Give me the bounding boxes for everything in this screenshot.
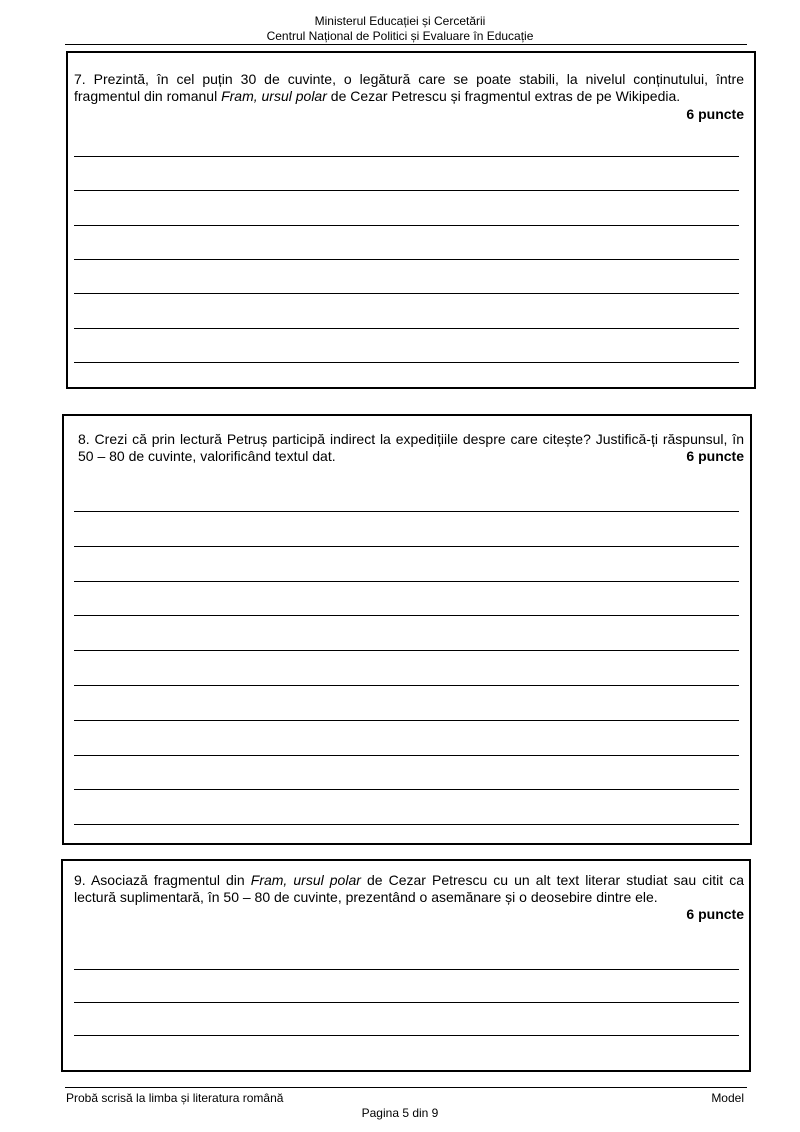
answer-line[interactable] (74, 720, 739, 721)
answer-line[interactable] (74, 546, 739, 547)
work-title: Fram, ursul polar (250, 872, 361, 888)
answer-line[interactable] (74, 225, 739, 226)
answer-line[interactable] (74, 824, 739, 825)
answer-line[interactable] (74, 650, 739, 651)
question-7-points: 6 puncte (686, 106, 744, 122)
answer-line[interactable] (74, 1002, 739, 1003)
footer-exam-title: Probă scrisă la limba și literatura română (66, 1091, 284, 1105)
question-text-part: de Cezar Petrescu cu un alt text literar studiat sau citit ca lectură suplimentară, în 50 – 80 de cuvinte, prezentând o asemănare și o deosebire dintre ele. (74, 872, 745, 905)
answer-line[interactable] (74, 362, 739, 363)
footer-model-label: Model (711, 1091, 744, 1105)
question-number: 7. (74, 71, 94, 87)
answer-line[interactable] (74, 581, 739, 582)
answer-line[interactable] (74, 190, 739, 191)
question-text-part: Asociază fragmentul din (90, 872, 251, 888)
ministry-name: Ministerul Educației și Cercetării (314, 14, 486, 28)
header-rule (65, 44, 747, 45)
page-header (0, 14, 800, 44)
center-name: Centrul Național de Politici și Evaluare în Educație (266, 29, 534, 43)
question-9-points: 6 puncte (686, 906, 744, 922)
answer-line[interactable] (74, 328, 739, 329)
answer-line[interactable] (74, 1035, 739, 1036)
answer-line[interactable] (74, 259, 739, 260)
work-title: Fram, ursul polar (221, 88, 327, 104)
answer-line[interactable] (74, 293, 739, 294)
answer-line[interactable] (74, 511, 739, 512)
question-text-part: Prezintă, în cel puțin 30 de cuvinte, o legătură care se poate stabili, la nivelul conținutului, între fragmentul din romanul (74, 71, 744, 104)
question-text-part: Crezi că prin lectură Petruș participă indirect la expedițiile despre care citește? Justifică-ți răspunsul, în 50 – 80 de cuvinte, valorificând textul dat. (78, 431, 744, 464)
answer-line[interactable] (74, 755, 739, 756)
question-7-text (74, 71, 744, 105)
answer-line[interactable] (74, 969, 739, 970)
answer-line[interactable] (74, 685, 739, 686)
question-number: 8. (78, 431, 95, 447)
question-text-part: de Cezar Petrescu și fragmentul extras de pe Wikipedia. (326, 88, 681, 104)
footer-rule (65, 1087, 747, 1088)
answer-line[interactable] (74, 789, 739, 790)
question-number: 9. (74, 872, 91, 888)
question-8-box (62, 414, 752, 845)
page-number: Pagina 5 din 9 (361, 1106, 439, 1120)
question-8-points: 6 puncte (686, 448, 744, 464)
answer-line[interactable] (74, 615, 739, 616)
answer-line[interactable] (74, 156, 739, 157)
question-9-text (74, 872, 744, 906)
